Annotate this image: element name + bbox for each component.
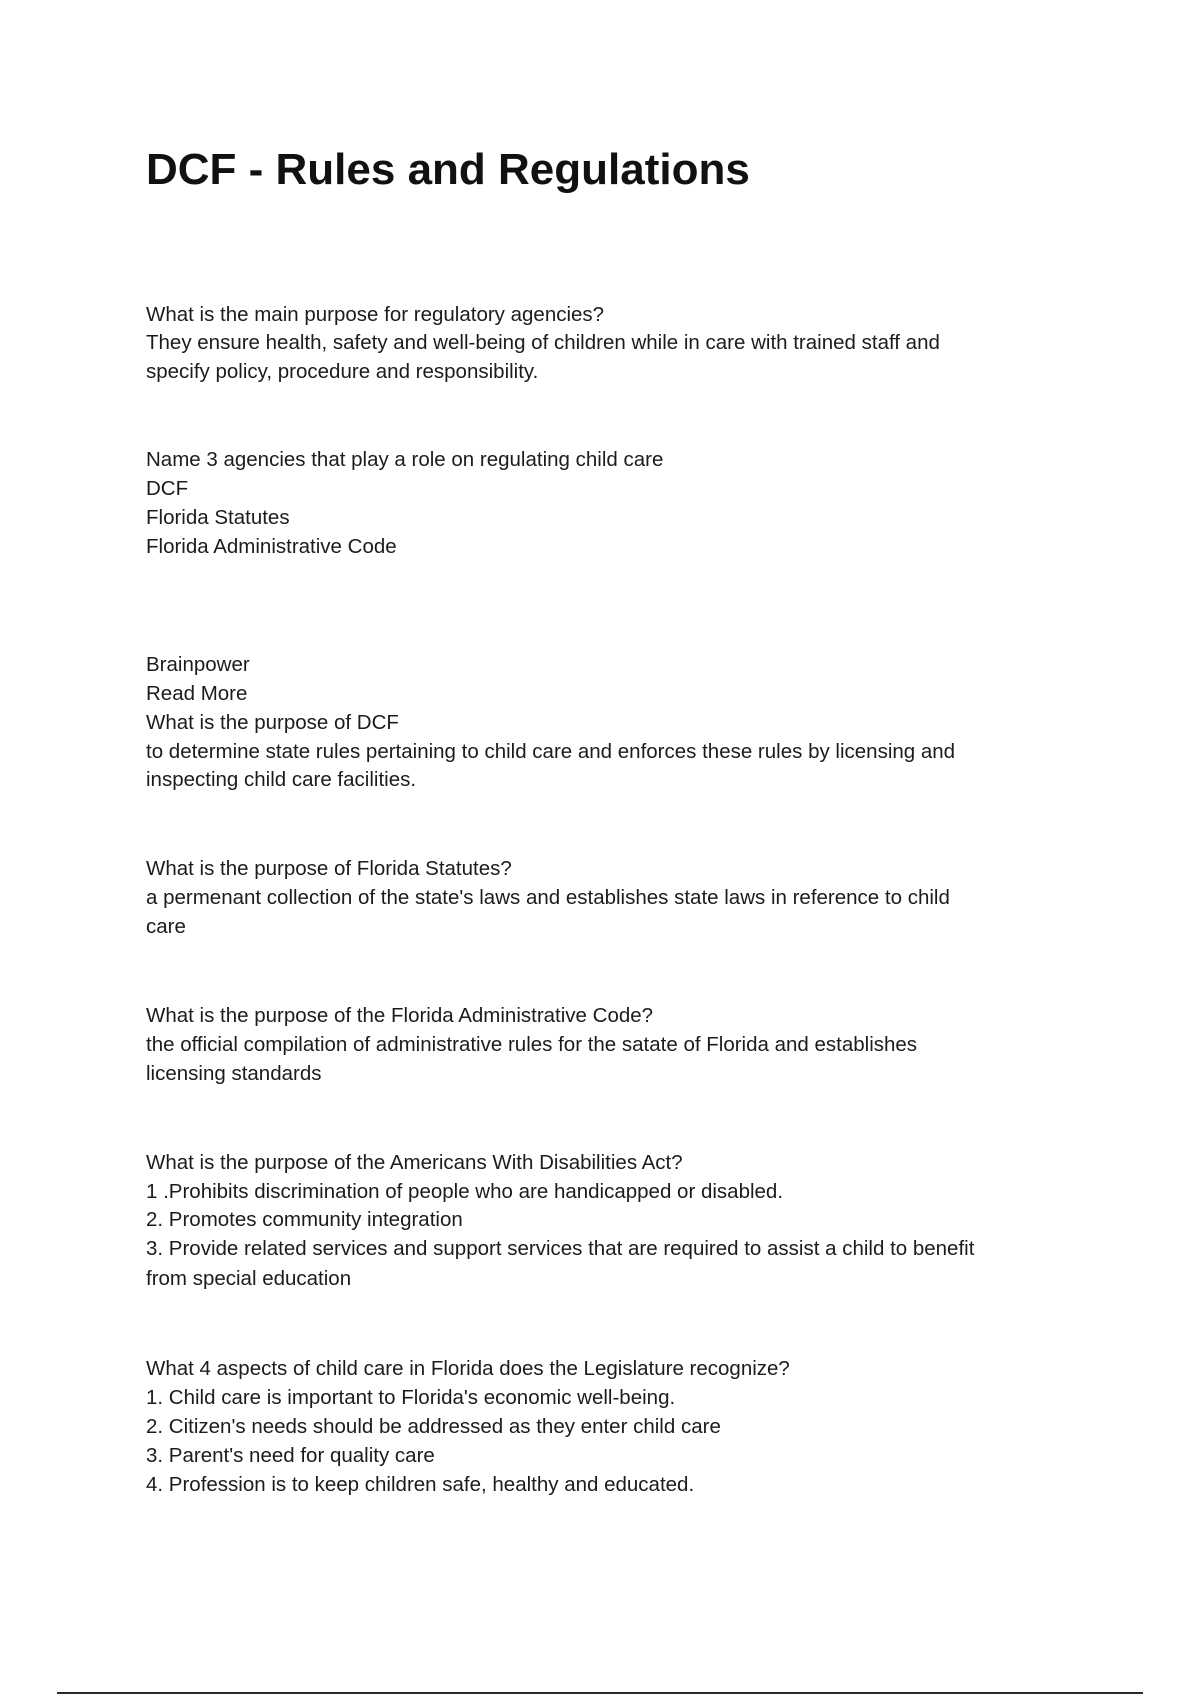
- card-6-answer-line-4: from special education: [146, 1267, 352, 1290]
- card-1-answer-line-2: specify policy, procedure and responsibility.: [146, 360, 539, 383]
- card-5-answer-line-2: licensing standards: [146, 1062, 322, 1085]
- card-2-answer-line-2: Florida Statutes: [146, 506, 290, 529]
- card-4-question: What is the purpose of Florida Statutes?: [146, 857, 512, 880]
- page-title: DCF - Rules and Regulations: [146, 145, 750, 194]
- card-6-answer-line-1: 1 .Prohibits discrimination of people who are handicapped or disabled.: [146, 1180, 784, 1203]
- card-7-answer-line-4: 4. Profession is to keep children safe, healthy and educated.: [146, 1473, 695, 1496]
- card-7-answer-line-3: 3. Parent's need for quality care: [146, 1444, 435, 1467]
- card-5-answer-line-1: the official compilation of administrative rules for the satate of Florida and establishes: [146, 1033, 918, 1056]
- read-more-link[interactable]: Read More: [146, 682, 248, 705]
- card-7-answer-line-2: 2. Citizen's needs should be addressed as they enter child care: [146, 1415, 721, 1438]
- card-2-question: Name 3 agencies that play a role on regulating child care: [146, 448, 664, 471]
- card-6-answer-line-2: 2. Promotes community integration: [146, 1208, 463, 1231]
- card-3-question: What is the purpose of DCF: [146, 711, 399, 734]
- card-3-answer-line-1: to determine state rules pertaining to child care and enforces these rules by licensing and: [146, 740, 956, 763]
- card-7-answer-line-1: 1. Child care is important to Florida's economic well-being.: [146, 1386, 676, 1409]
- card-3-answer-line-2: inspecting child care facilities.: [146, 768, 417, 791]
- card-5-question: What is the purpose of the Florida Administrative Code?: [146, 1004, 654, 1027]
- card-1-question: What is the main purpose for regulatory agencies?: [146, 303, 605, 326]
- page-bottom-divider: [57, 1692, 1143, 1694]
- card-4-answer-line-2: care: [146, 915, 186, 938]
- brainpower-label: Brainpower: [146, 653, 250, 676]
- card-4-answer-line-1: a permenant collection of the state's laws and establishes state laws in reference to child: [146, 886, 950, 909]
- card-6-question: What is the purpose of the Americans With Disabilities Act?: [146, 1151, 683, 1174]
- card-6-answer-line-3: 3. Provide related services and support services that are required to assist a child to benefit: [146, 1237, 975, 1260]
- card-7-question: What 4 aspects of child care in Florida does the Legislature recognize?: [146, 1357, 790, 1380]
- card-1-answer-line-1: They ensure health, safety and well-being of children while in care with trained staff and: [146, 331, 940, 354]
- card-2-answer-line-1: DCF: [146, 477, 189, 500]
- card-2-answer-line-3: Florida Administrative Code: [146, 535, 397, 558]
